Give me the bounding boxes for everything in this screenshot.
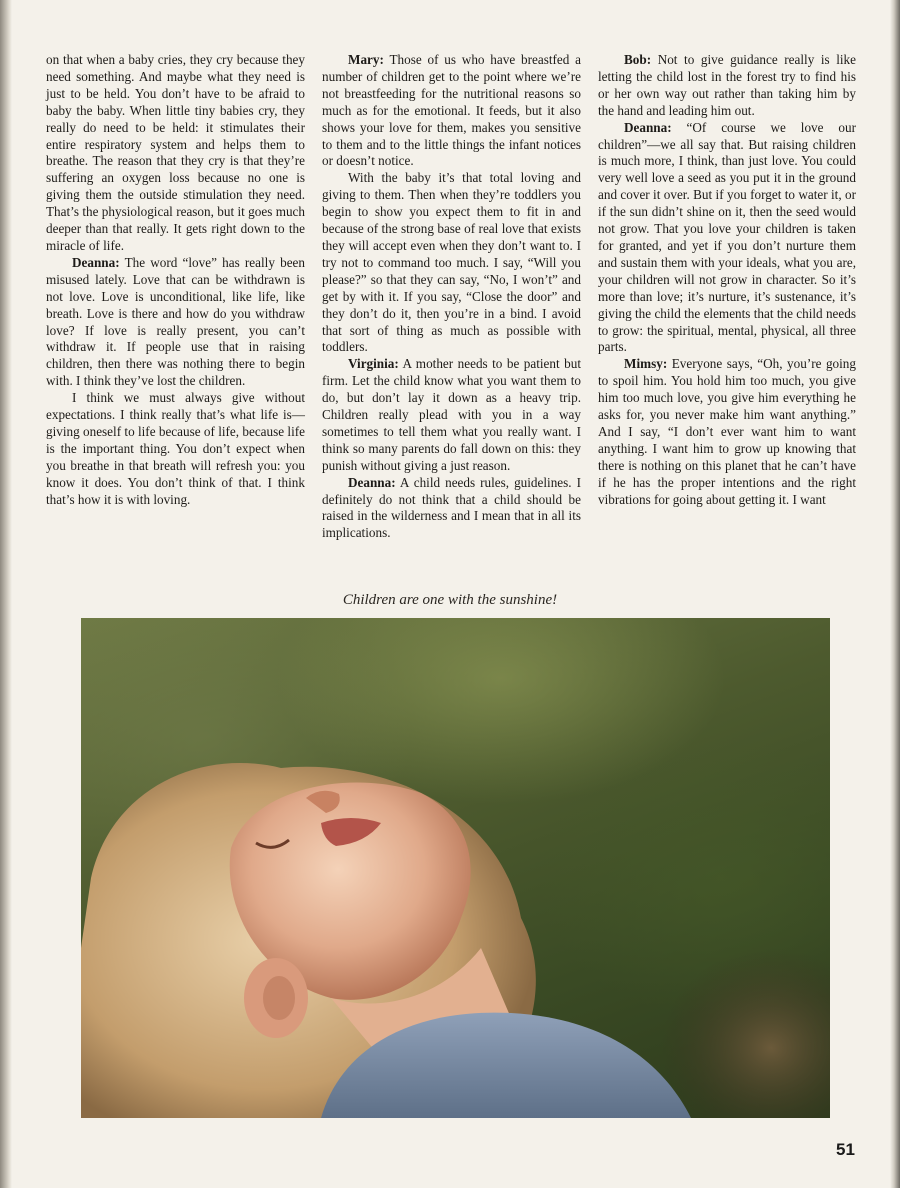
paragraph-text: I think we must always give without expectations. I think really that’s what life is—giving oneself to life because of life, because life is the important thing. You don’t expect when you breathe in that breath will refresh you: you know it does. You don’t think of that. I think that’s how it is with loving. [46,390,305,507]
page-number: 51 [836,1140,855,1159]
speaker-name: Virginia: [348,356,399,372]
speaker-name: Mary: [348,52,384,67]
background-foliage [661,948,830,1118]
text-column-1 [46,52,305,508]
speaker-name: Mimsy: [624,356,668,372]
speaker-name: Deanna: [72,254,120,270]
paragraph [46,390,305,508]
paragraph-text: “Of course we love our children”—we all say that. But raising children is much more, I think, than just love. You could very well love a seed as you put it in the ground and cover it over. But if you forget to water it, or if the sun didn’t shine on it, then the seed would not grow. That you love your children is taken for granted, and yet if you don’t nurture them and sustain them with your ideals, what you are, your children will not grow in character. So it’s more than love; it’s nurture, it’s sustenance, it’s giving the child the elements that the child needs to grow: the spiritual, mental, physical, all three parts. [598,119,856,355]
paragraph [598,356,856,508]
paragraph [322,170,581,356]
paragraph [322,52,581,170]
text-column-2 [322,52,581,542]
paragraph [322,475,581,543]
paragraph-text: A child needs rules, guidelines. I definitely do not think that a child should be raised in the wilderness and I mean that in all its implications. [322,474,581,541]
paragraph [598,120,856,357]
paragraph [322,356,581,474]
paragraph-text: Not to give guidance really is like letting the child lost in the forest try to find his or her own way out rather than taking him by the hand and leading him out. [598,52,856,118]
speaker-name: Deanna: [348,474,396,490]
paragraph-text: A mother needs to be patient but firm. Let the child know what you want them to do, but don’t lay it down as a heavy trip. Children really plead with you in a way sometimes to tell them what you really want. I think so many parents do fall down on this: they punish without giving a just reason. [322,356,581,473]
speaker-name: Deanna: [624,119,672,135]
paragraph-text: on that when a baby cries, they cry because they need something. And maybe what they need is just to be held. You don’t have to be afraid to baby the baby. When little tiny babies cry, they really do need to be held: it stimulates their entire respiratory system and helps them to breathe. The reason that they cry is that they’re suffering an oxygen loss because no one is giving them the outside stimulation they need. That’s the physiological reason, but it goes much deeper than that really. It gets right down to the miracle of life. [46,52,305,253]
paragraph [46,52,305,255]
speaker-name: Bob: [624,52,652,67]
paragraph-text: Everyone says, “Oh, you’re going to spoil him. You hold him too much, you give him too much love, you give him everything he asks for, you never make him want anything.” And I say, “I don’t ever want him to want anything. I want him to grow up knowing that there is nothing on this planet that he can’t have if he has the proper intentions and the right vibrations for going about getting it. I want [598,356,856,507]
boy-illustration [81,618,830,1118]
text-column-3 [598,52,856,508]
paragraph-text: With the baby it’s that total loving and giving to them. Then when they’re toddlers you begin to show you expect them to fit in and because of the strong base of real love that exists they will accept even when they don’t want to. I try not to command too much. I say, “Will you please?” so that they can say, “No, I won’t” and get by with it. If you say, “Close the door” and they don’t do it, then you’re in a bind. I avoid that sort of thing as much as possible with toddlers. [322,170,581,355]
photo-boy-in-sunshine [81,618,830,1118]
paragraph [46,255,305,390]
photo-caption: Children are one with the sunshine! [342,592,558,608]
paragraph-text: Those of us who have breastfed a number of children get to the point where we’re not breastfeeding for the nutritional reasons so much as for the emotional. It feeds, but it also shows your love for them, makes you sensitive to them and to the little things the infant notices or doesn’t notice. [322,52,581,169]
paragraph [598,52,856,120]
paragraph-text: The word “love” has really been misused lately. Love that can be withdrawn is not love. Love is unconditional, like life, like breath. Love is there and how do you withdraw love? If love is really present, you can’t withdraw it. If people use that in raising children, then there was nothing there to begin with. I think they’ve lost the children. [46,254,305,389]
